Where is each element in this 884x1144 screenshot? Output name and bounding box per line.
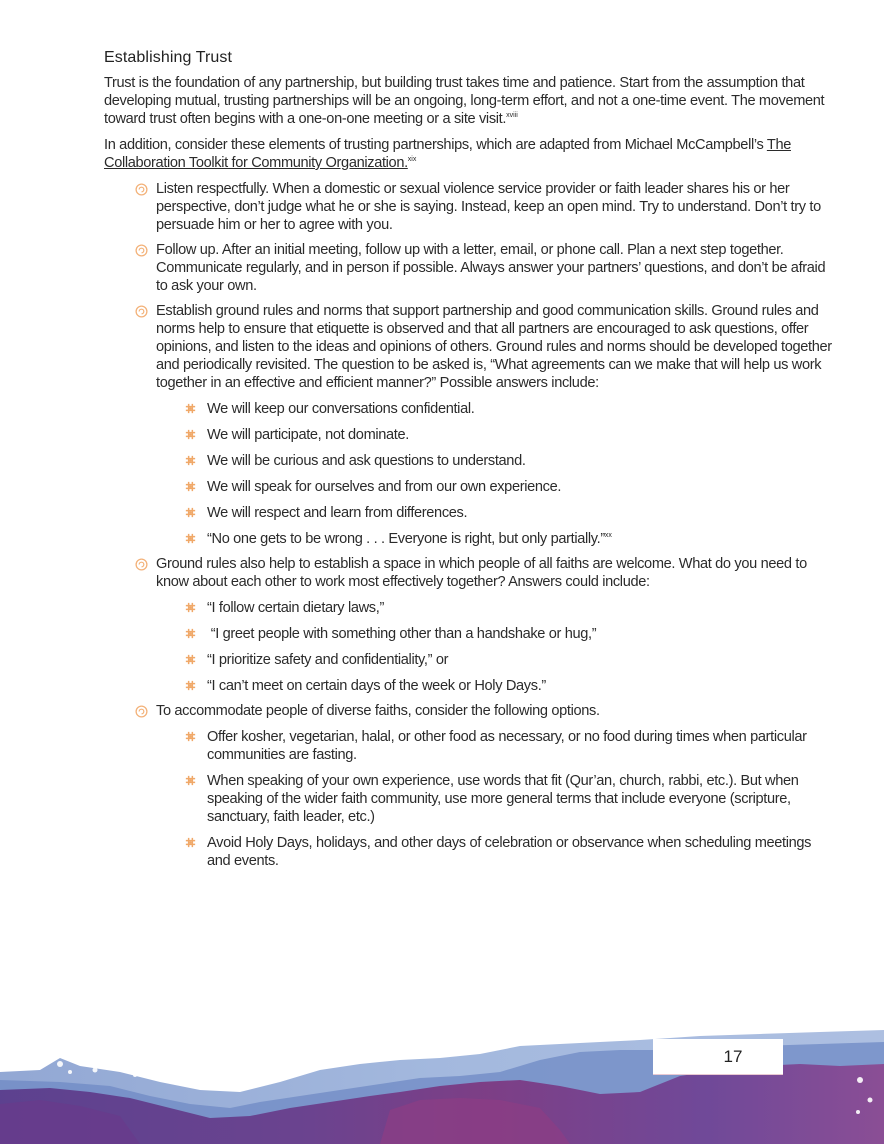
footnote-ref[interactable]: xix bbox=[407, 156, 417, 163]
sublist-item-text: We will keep our conversations confidential. bbox=[207, 401, 475, 417]
book-title-link[interactable]: The Collaboration Toolkit for Community Organization. bbox=[104, 137, 791, 171]
list-item-text: Ground rules also help to establish a space in which people of all faiths are welcome. What do you need to know about each other to work most effectively together? Answers could include: bbox=[156, 556, 807, 590]
list-item bbox=[104, 180, 834, 234]
sublist-item bbox=[156, 452, 834, 470]
knot-flower-icon bbox=[184, 428, 197, 441]
list-item bbox=[104, 555, 834, 695]
sublist-item bbox=[156, 651, 834, 669]
knot-flower-icon bbox=[184, 679, 197, 692]
page-number: 17 bbox=[723, 1046, 743, 1066]
sublist-item bbox=[156, 728, 834, 764]
sublist-item-text: Offer kosher, vegetarian, halal, or other food as necessary, or no food during times when particular communities are fasting. bbox=[207, 729, 807, 763]
footnote-ref[interactable]: xx bbox=[604, 532, 612, 539]
list-item-text: Listen respectfully. When a domestic or sexual violence service provider or faith leader shares his or her perspective, don’t judge what he or she is saying. Instead, keep an open mind. Try to understand. Don’t try to persuade him or her to agree with you. bbox=[156, 181, 821, 233]
sublist-item-text: We will speak for ourselves and from our own experience. bbox=[207, 479, 562, 495]
knot-flower-icon bbox=[184, 506, 197, 519]
list-item-text: To accommodate people of diverse faiths, consider the following options. bbox=[156, 703, 600, 719]
page-content bbox=[104, 48, 834, 877]
spiral-circle-icon bbox=[135, 183, 148, 196]
list-item-text: Establish ground rules and norms that support partnership and good communication skills. Ground rules and norms help to ensure that etiquette is observed and that all partners are encouraged to ask questions, offer opinions, and listen to the ideas and opinions of others. Ground rules and norms should be developed together and periodically revisited. The question to be asked is, “What agreements can we make that will help us work together in an effective and efficient manner?” Possible answers include: bbox=[156, 303, 832, 391]
page-number-box bbox=[653, 1039, 783, 1075]
trust-elements-list bbox=[104, 180, 834, 870]
list-item bbox=[104, 241, 834, 295]
sublist-item bbox=[156, 426, 834, 444]
sublist-item-text: When speaking of your own experience, use words that fit (Qur’an, church, rabbi, etc.). But when speaking of the wider faith community, use more general terms that include everyone (scripture, sanctuary, faith leader, etc.) bbox=[207, 773, 799, 825]
addition-text: In addition, consider these elements of trusting partnerships, which are adapted from Michael McCampbell’s bbox=[104, 137, 767, 153]
knot-flower-icon bbox=[184, 402, 197, 415]
spiral-circle-icon bbox=[135, 244, 148, 257]
sublist-item-text: Avoid Holy Days, holidays, and other days of celebration or observance when scheduling meetings and events. bbox=[207, 835, 812, 869]
sublist bbox=[156, 599, 834, 695]
sublist-item bbox=[156, 599, 834, 617]
sublist-item-text: “No one gets to be wrong . . . Everyone is right, but only partially.” bbox=[207, 531, 605, 547]
list-item bbox=[104, 302, 834, 548]
sublist-item bbox=[156, 834, 834, 870]
knot-flower-icon bbox=[184, 532, 197, 545]
sublist-item bbox=[156, 400, 834, 418]
sublist-item bbox=[156, 677, 834, 695]
intro-paragraph bbox=[104, 74, 834, 128]
sublist-item bbox=[156, 478, 834, 496]
knot-flower-icon bbox=[184, 480, 197, 493]
sublist-item-text: “I can’t meet on certain days of the week or Holy Days.” bbox=[207, 678, 546, 694]
knot-flower-icon bbox=[184, 601, 197, 614]
sublist-item-text: We will be curious and ask questions to understand. bbox=[207, 453, 526, 469]
sublist-item bbox=[156, 504, 834, 522]
sublist bbox=[156, 400, 834, 548]
section-title: Establishing Trust bbox=[104, 49, 233, 66]
knot-flower-icon bbox=[184, 627, 197, 640]
spiral-circle-icon bbox=[135, 705, 148, 718]
sublist-item-text: “I greet people with something other than a handshake or hug,” bbox=[207, 626, 597, 642]
sublist-item bbox=[156, 772, 834, 826]
sublist-item-text: We will participate, not dominate. bbox=[207, 427, 409, 443]
footnote-ref[interactable]: xviii bbox=[506, 112, 518, 119]
sublist-item bbox=[156, 530, 834, 548]
spiral-circle-icon bbox=[135, 558, 148, 571]
list-item bbox=[104, 702, 834, 870]
list-item-text: Follow up. After an initial meeting, follow up with a letter, email, or phone call. Plan a next step together. Communicate regularly, and in person if possible. Always answer your partners’ questions, and don’t be afraid to ask your own. bbox=[156, 242, 826, 294]
sublist-item bbox=[156, 625, 834, 643]
intro-text: Trust is the foundation of any partnership, but building trust takes time and patience. Start from the assumption that developing mutual, trusting partnerships will be an ongoing, long-term effort, and not a one-time event. The movement toward trust often begins with a one-on-one meeting or a site visit. bbox=[104, 75, 825, 127]
sublist bbox=[156, 728, 834, 870]
sublist-item-text: We will respect and learn from differences. bbox=[207, 505, 468, 521]
knot-flower-icon bbox=[184, 774, 197, 787]
sublist-item-text: “I prioritize safety and confidentiality,” or bbox=[207, 652, 449, 668]
knot-flower-icon bbox=[184, 653, 197, 666]
spiral-circle-icon bbox=[135, 305, 148, 318]
sublist-item-text: “I follow certain dietary laws,” bbox=[207, 600, 384, 616]
addition-paragraph bbox=[104, 136, 834, 172]
knot-flower-icon bbox=[184, 836, 197, 849]
knot-flower-icon bbox=[184, 454, 197, 467]
knot-flower-icon bbox=[184, 730, 197, 743]
